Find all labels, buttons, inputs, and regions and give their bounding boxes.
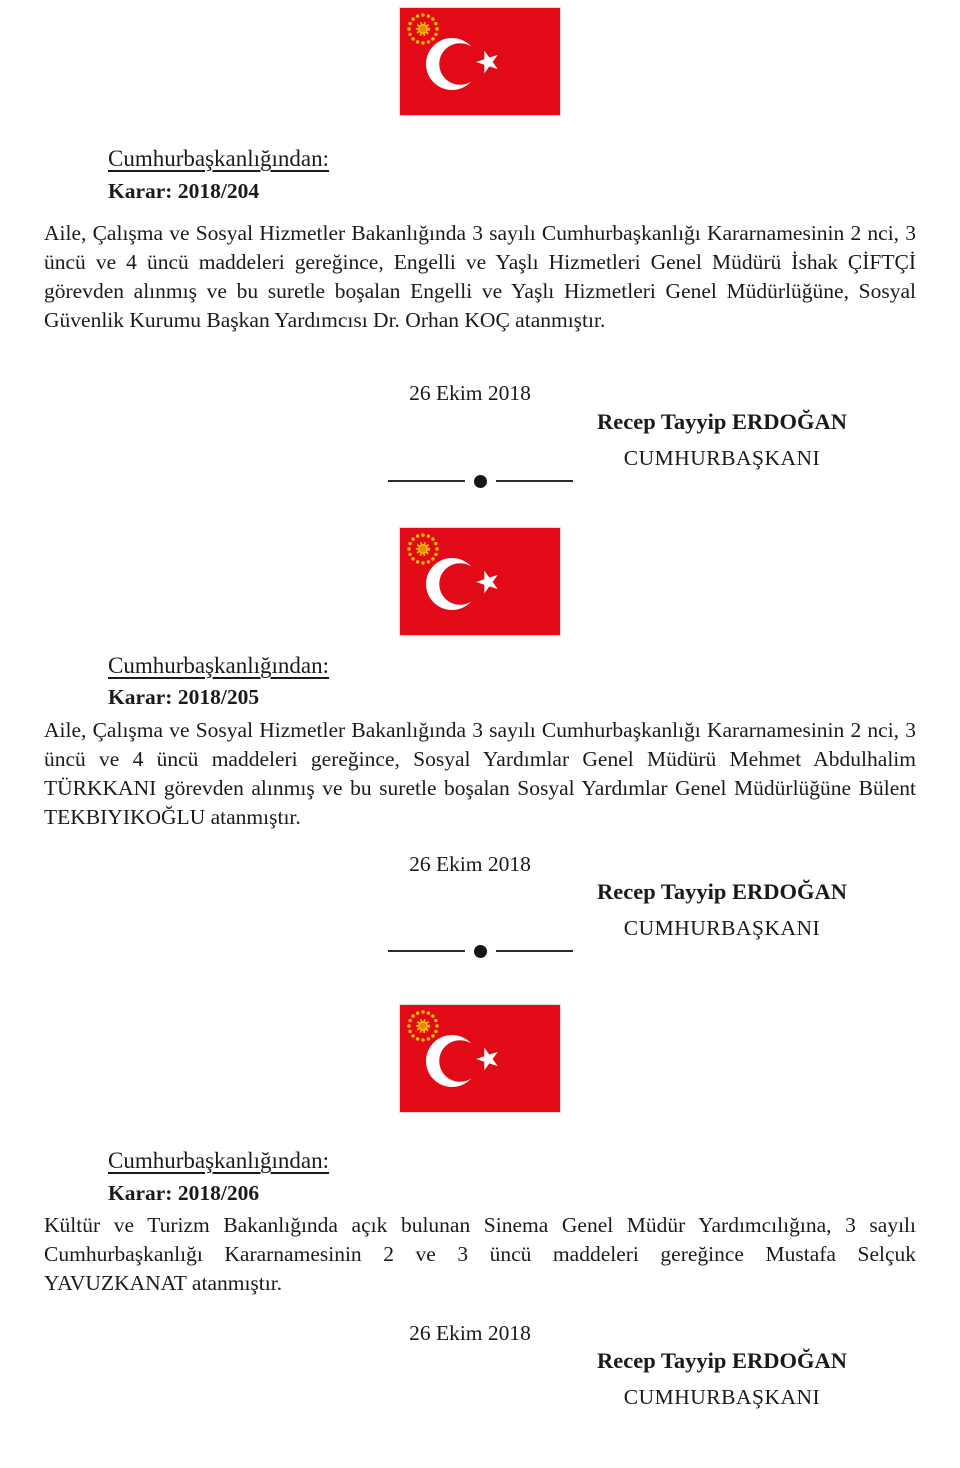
divider-bullet bbox=[474, 475, 487, 488]
section-heading: Cumhurbaşkanlığından: bbox=[108, 653, 330, 678]
divider-rule-right bbox=[496, 480, 573, 482]
section-heading: Cumhurbaşkanlığından: bbox=[108, 146, 330, 171]
signer-name: Recep Tayyip ERDOĞAN bbox=[596, 879, 848, 904]
signer-title: CUMHURBAŞKANI bbox=[623, 916, 821, 940]
decision-number: Karar: 2018/206 bbox=[108, 1181, 260, 1205]
signer-title: CUMHURBAŞKANI bbox=[623, 1385, 821, 1409]
decree-date: 26 Ekim 2018 bbox=[409, 381, 531, 405]
decree-body: Aile, Çalışma ve Sosyal Hizmetler Bakanlığında 3 sayılı Cumhurbaşkanlığı Kararnamesinin 2 nci, 3 üncü ve 4 üncü maddeleri gereğince, Engelli ve Yaşlı Hizmetleri Genel Müdürü İshak ÇİFTÇİ görevden alınmış ve bu suretle boşalan Engelli ve Yaşlı Hizmetleri Genel Müdürlüğüne, Sosyal Güvenlik Kurumu Başkan Yardımcısı Dr. Orhan KOÇ atanmıştır. bbox=[44, 221, 916, 332]
turkish-presidential-flag bbox=[400, 528, 560, 635]
decision-number: Karar: 2018/204 bbox=[108, 179, 260, 203]
signature-block bbox=[572, 1347, 872, 1410]
section-heading: Cumhurbaşkanlığından: bbox=[108, 1148, 330, 1173]
divider-rule-left bbox=[388, 480, 465, 482]
signer-name: Recep Tayyip ERDOĞAN bbox=[596, 409, 848, 434]
section-divider bbox=[388, 944, 573, 958]
signature-block bbox=[572, 408, 872, 471]
signature-block bbox=[572, 878, 872, 941]
turkish-presidential-flag bbox=[400, 1005, 560, 1112]
signer-name: Recep Tayyip ERDOĞAN bbox=[596, 1348, 848, 1373]
decision-number: Karar: 2018/205 bbox=[108, 685, 260, 709]
divider-rule-right bbox=[496, 950, 573, 952]
divider-bullet bbox=[474, 945, 487, 958]
signer-title: CUMHURBAŞKANI bbox=[623, 446, 821, 470]
decree-body: Kültür ve Turizm Bakanlığında açık bulunan Sinema Genel Müdür Yardımcılığına, 3 sayılı Cumhurbaşkanlığı Kararnamesinin 2 ve 3 üncü maddeleri gereğince Mustafa Selçuk YAVUZKANAT atanmıştır. bbox=[44, 1213, 916, 1295]
decree-date: 26 Ekim 2018 bbox=[409, 1321, 531, 1345]
divider-rule-left bbox=[388, 950, 465, 952]
section-divider bbox=[388, 474, 573, 488]
decree-date: 26 Ekim 2018 bbox=[409, 852, 531, 876]
decree-body: Aile, Çalışma ve Sosyal Hizmetler Bakanlığında 3 sayılı Cumhurbaşkanlığı Kararnamesinin 2 nci, 3 üncü ve 4 üncü maddeleri gereğince, Sosyal Yardımlar Genel Müdürü Mehmet Abdulhalim TÜRKKANI görevden alınmış ve bu suretle boşalan Sosyal Yardımlar Genel Müdürlüğüne Bülent TEKBIYIKOĞLU atanmıştır. bbox=[44, 718, 916, 829]
turkish-presidential-flag bbox=[400, 8, 560, 115]
